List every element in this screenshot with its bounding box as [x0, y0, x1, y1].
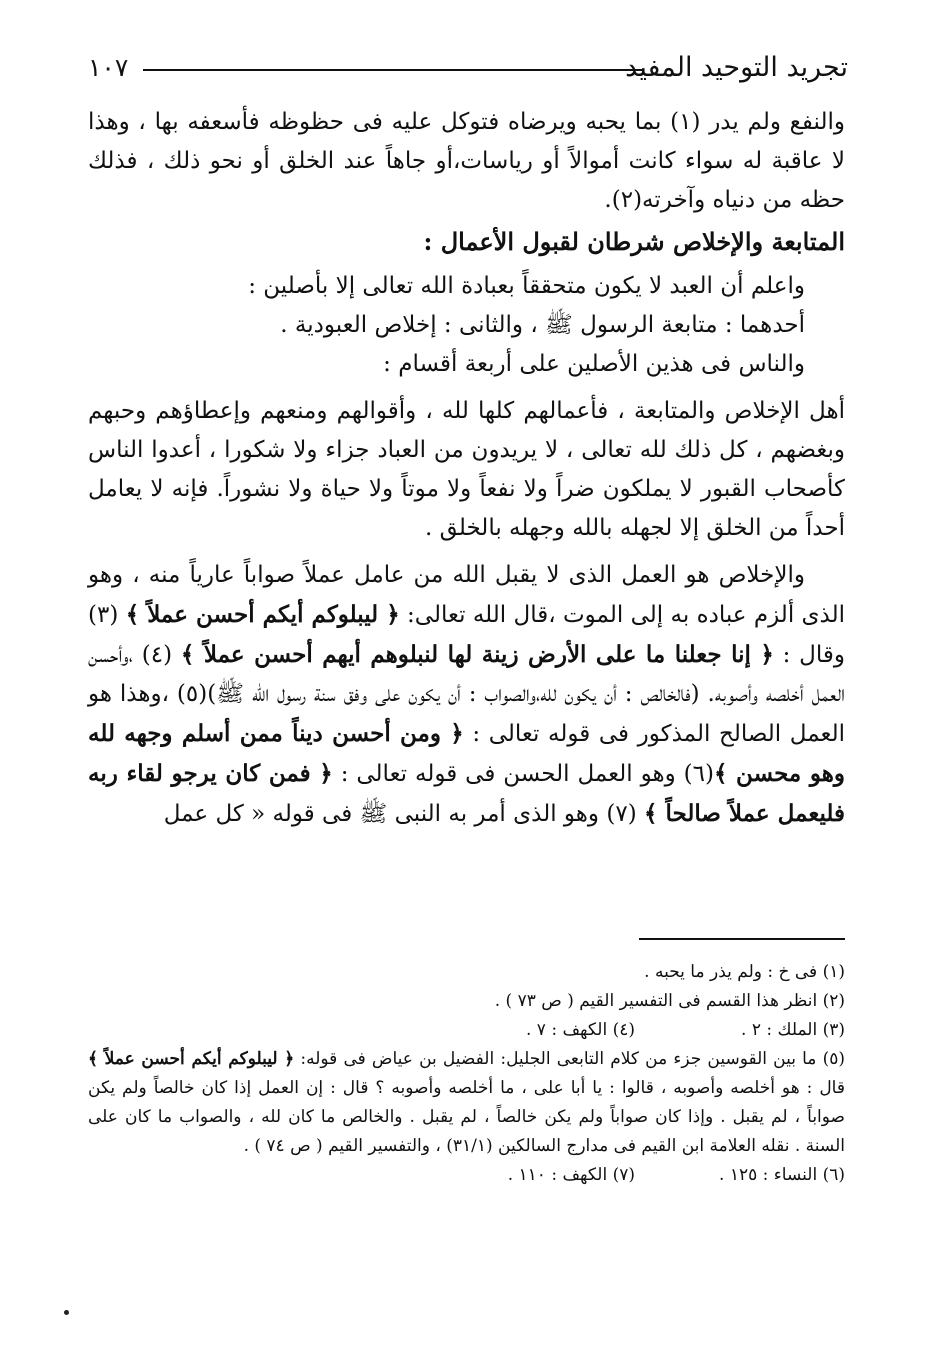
header-rule: [143, 69, 643, 71]
text-run: (٦) وهو العمل الحسن فى قوله تعالى :: [340, 761, 714, 787]
paragraph-4: والناس فى هذين الأصلين على أربعة أقسام :: [383, 351, 805, 377]
quran-verse: ﴿ ليبلوكم أيكم أحسن عملاً ﴾: [125, 601, 400, 628]
footnote-4: (٤) الكهف : ٧ .: [525, 1020, 635, 1040]
quran-verse: ﴿ ليبلوكم أيكم أحسن عملاً ﴾: [88, 1049, 295, 1069]
footnote-7: (٧) الكهف : ١١٠ .: [507, 1165, 635, 1185]
page-number: ١٠٧: [88, 53, 129, 82]
quran-verse: ﴿ فمن كان يرجو لقاء ربه فليعمل عملاً صالحاً ﴾: [88, 760, 845, 827]
paragraph-2: واعلم أن العبد لا يكون متحققاً بعبادة الله تعالى إلا بأصلين :: [248, 273, 805, 299]
text-run: والإخلاص هو العمل الذى لا يقبل الله من عامل عملاً صواباً عارياً منه ، وهو الذى ألزم عباده به إلى الموت ،قال الله تعالى:: [88, 562, 846, 628]
footnote-text: قال : هو أخلصه وأصوبه ، قالوا : يا أبا على ، ما أخلصه وأصوبه ؟ قال : إن العمل إذا كان خالصاً ولم يكن صواباً ، لم يقبل . وإذا كان صواباً ولم يكن خالصاً ، لم يقبل . والخالص ما كان لله ، والصواب ما كان على السنة . نقله العلامة ابن القيم فى مدارج السالكين (٣١/١) ، والتفسير القيم ( ص ٧٤ ) .: [88, 1078, 845, 1156]
footnote-3: (٣) الملك : ٢ .: [741, 1020, 845, 1040]
footnotes: [88, 958, 845, 1190]
main-text: [88, 103, 845, 834]
section-heading: المتابعة والإخلاص شرطان لقبول الأعمال :: [423, 227, 845, 256]
paragraph-1: والنفع ولم يدر (١) بما يحبه ويرضاه فتوكل عليه فى حظوظه فأسعفه بها ، وهذا لا عاقبة له سواء كانت أموالاً أو رياسات،أو جاهاً عند الخلق أو نحو ذلك ، فذلك حظه من دنياه وآخرته(٢).: [88, 109, 845, 213]
footnote-6: (٦) النساء : ١٢٥ .: [719, 1165, 845, 1185]
footnote-row-3-4: [88, 1016, 845, 1045]
quran-verse: ﴿ ومن أحسن ديناً ممن أسلم وجهه لله وهو محسن ﴾: [88, 720, 845, 787]
footnote-text: (٥) ما بين القوسين جزء من كلام التابعى الجليل: الفضيل بن عياض فى قوله:: [300, 1049, 845, 1069]
quran-verse: ﴿ إنا جعلنا ما على الأرض زينة لها لنبلوهم أيهم أحسن عملاً ﴾: [180, 641, 774, 668]
footnote-separator: [639, 938, 845, 940]
footnote-5: [88, 1045, 845, 1161]
text-run: (٧) وهو الذى أمر به النبى ﷺ فى قوله « كل عمل: [163, 801, 637, 827]
paragraph-6: [88, 556, 845, 834]
text-run: (٤) ،وأحسن العمل أخلصه وأصوبه. (فالخالص : أن يكون لله،والصواب : أن يكون على وفق سنة رسول الله ﷺ)(٥) ،وهذا هو العمل الصالح المذكور فى قوله تعالى :: [88, 642, 846, 747]
running-header: [88, 50, 848, 86]
book-title: تجريد التوحيد المفيد: [625, 52, 848, 83]
footnote-row-6-7: [88, 1161, 845, 1190]
print-mark: [64, 1310, 69, 1315]
footnote-2: (٢) انظر هذا القسم فى التفسير القيم ( ص ٧٣ ) .: [494, 991, 845, 1011]
footnote-1: (١) فى خ : ولم يذر ما يحبه .: [644, 962, 845, 982]
paragraph-5: أهل الإخلاص والمتابعة ، فأعمالهم كلها لله ، وأقوالهم ومنعهم وإعطاؤهم وحبهم وبغضهم ، كل ذلك لله تعالى ، لا يريدون من العباد جزاء ولا شكورا ، أعدوا الناس كأصحاب القبور لا يملكون ضراً ولا نفعاً ولا موتاً ولا حياة ولا نشوراً. فإنه لا يعامل أحداً من الخلق إلا لجهله بالله وجهله بالخلق .: [88, 398, 845, 541]
paragraph-3: أحدهما : متابعة الرسول ﷺ ، والثانى : إخلاص العبودية .: [280, 312, 805, 338]
text-run: (٣) وقال :: [88, 602, 845, 668]
